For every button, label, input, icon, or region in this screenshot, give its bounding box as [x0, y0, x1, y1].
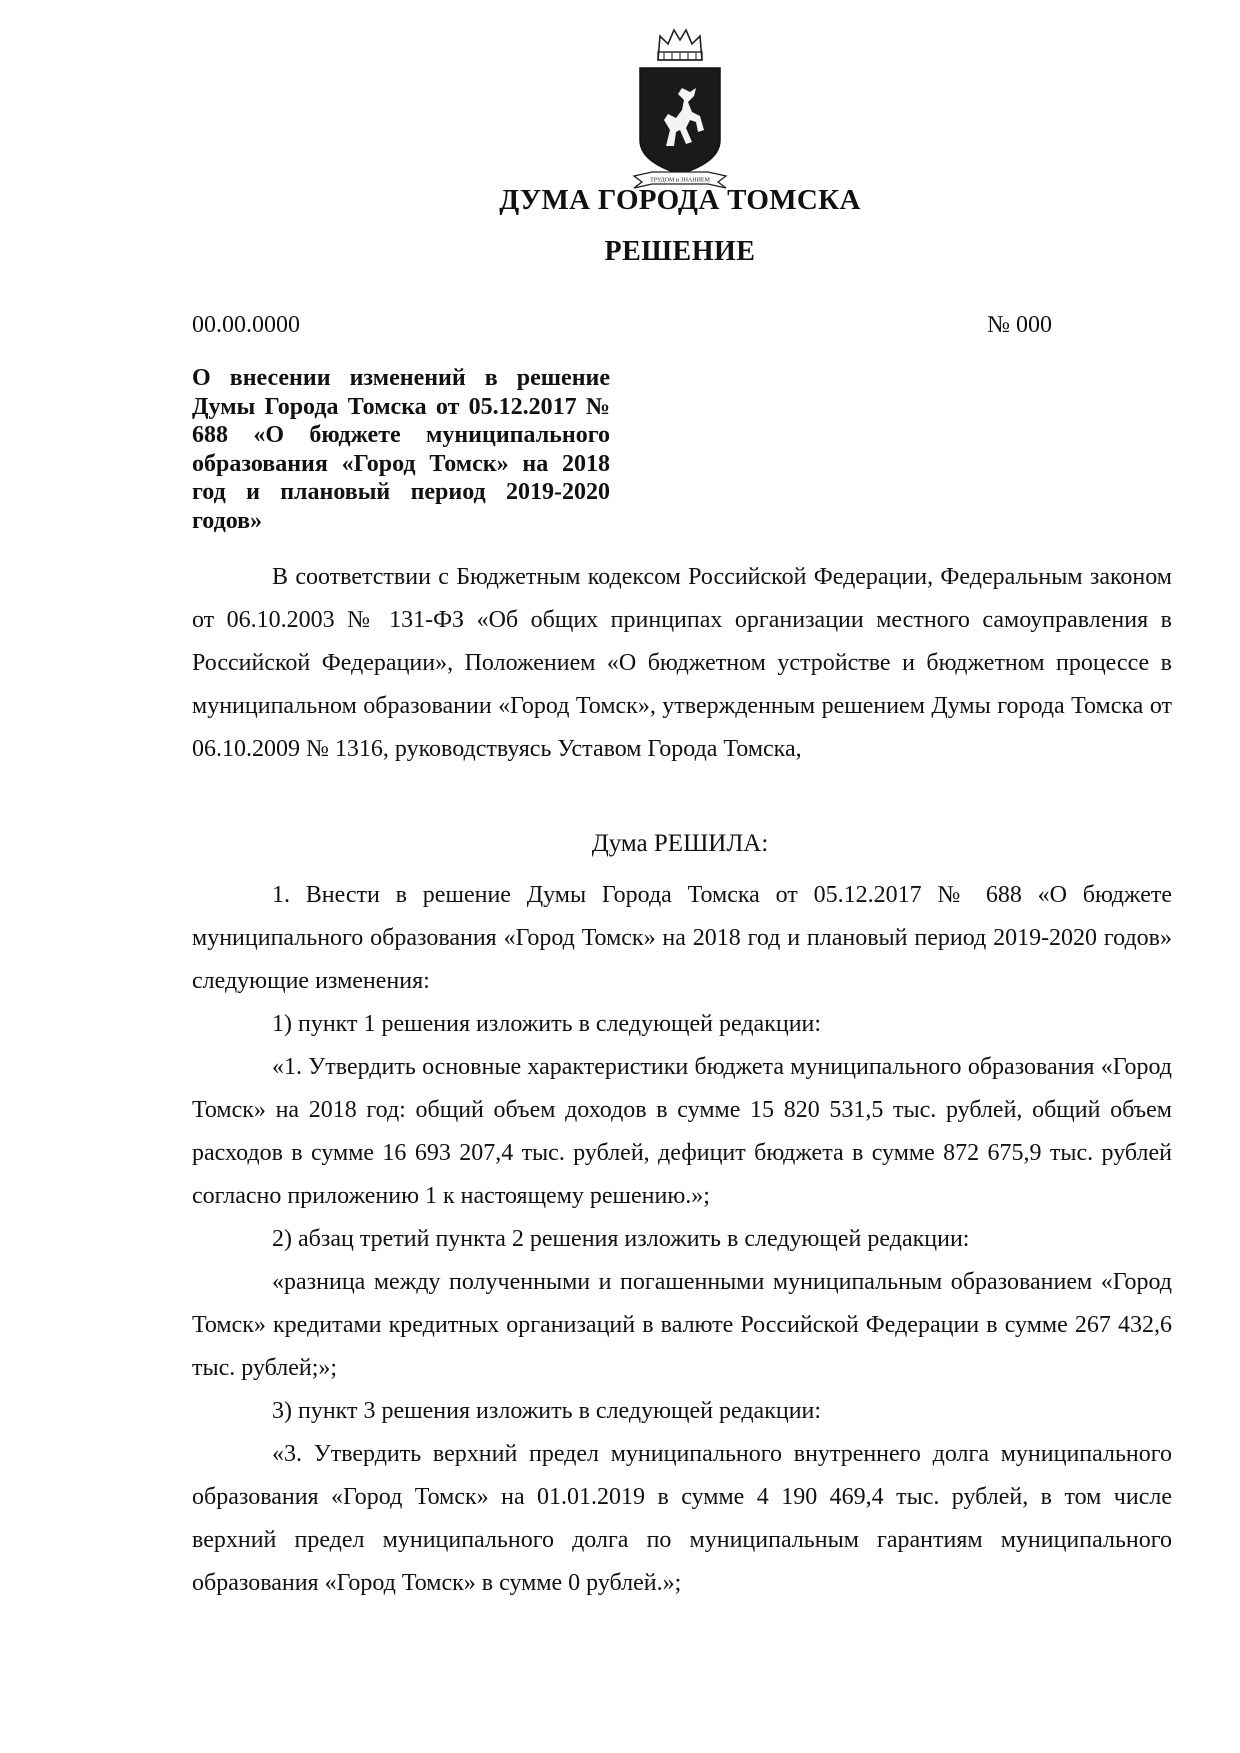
resolution-body: [192, 874, 1172, 1605]
paragraph: «3. Утвердить верхний предел муниципального внутреннего долга муниципального образования «Город Томск» на 01.01.2019 в сумме 4 190 469,4 тыс. рублей, в том числе верхний предел муниципального долга по муниципальным гарантиям муниципального образования «Город Томск» в сумме 0 рублей.»;: [192, 1441, 1172, 1596]
paragraph: «1. Утвердить основные характеристики бюджета муниципального образования «Город Томск» на 2018 год: общий объем доходов в сумме 15 820 531,5 тыс. рублей, общий объем расходов в сумме 16 693 207,4 тыс. рублей, дефицит бюджета в сумме 872 675,9 тыс. рублей согласно приложению 1 к настоящему решению.»;: [192, 1054, 1172, 1209]
document-number: № 000: [987, 312, 1052, 338]
emblem-motto: ТРУДОМ и ЗНАНИЕМ: [650, 177, 710, 184]
paragraph: 3) пункт 3 решения изложить в следующей редакции:: [272, 1398, 822, 1424]
decided-heading: Дума РЕШИЛА:: [591, 830, 769, 857]
tomsk-coat-of-arms-icon: [630, 22, 730, 190]
document-subject: О внесении изменений в решение Думы Города Томска от 05.12.2017 № 688 «О бюджете муниципального образования «Город Томск» на 2018 год и плановый период 2019-2020 годов»: [192, 365, 610, 534]
paragraph: 1) пункт 1 решения изложить в следующей редакции:: [272, 1011, 822, 1037]
preamble: В соответствии с Бюджетным кодексом Российской Федерации, Федеральным законом от 06.10.2003 № 131-ФЗ «Об общих принципах организации местного самоуправления в Российской Федерации», Положением «О бюджетном устройстве и бюджетном процессе в муниципальном образовании «Город Томск», утвержденным решением Думы города Томска от 06.10.2009 № 1316, руководствуясь Уставом Города Томска,: [192, 564, 1172, 762]
paragraph: 2) абзац третий пункта 2 решения изложить в следующей редакции:: [272, 1226, 970, 1252]
document-type: РЕШЕНИЕ: [604, 236, 756, 267]
paragraph: 1. Внести в решение Думы Города Томска от 05.12.2017 № 688 «О бюджете муниципального образования «Город Томск» на 2018 год и плановый период 2019-2020 годов» следующие изменения:: [192, 882, 1172, 994]
paragraph: «разница между полученными и погашенными муниципальным образованием «Город Томск» кредитами кредитных организаций в валюте Российской Федерации в сумме 267 432,6 тыс. рублей;»;: [192, 1269, 1172, 1381]
council-title: ДУМА ГОРОДА ТОМСКА: [499, 184, 861, 216]
document-date: 00.00.0000: [192, 312, 300, 338]
